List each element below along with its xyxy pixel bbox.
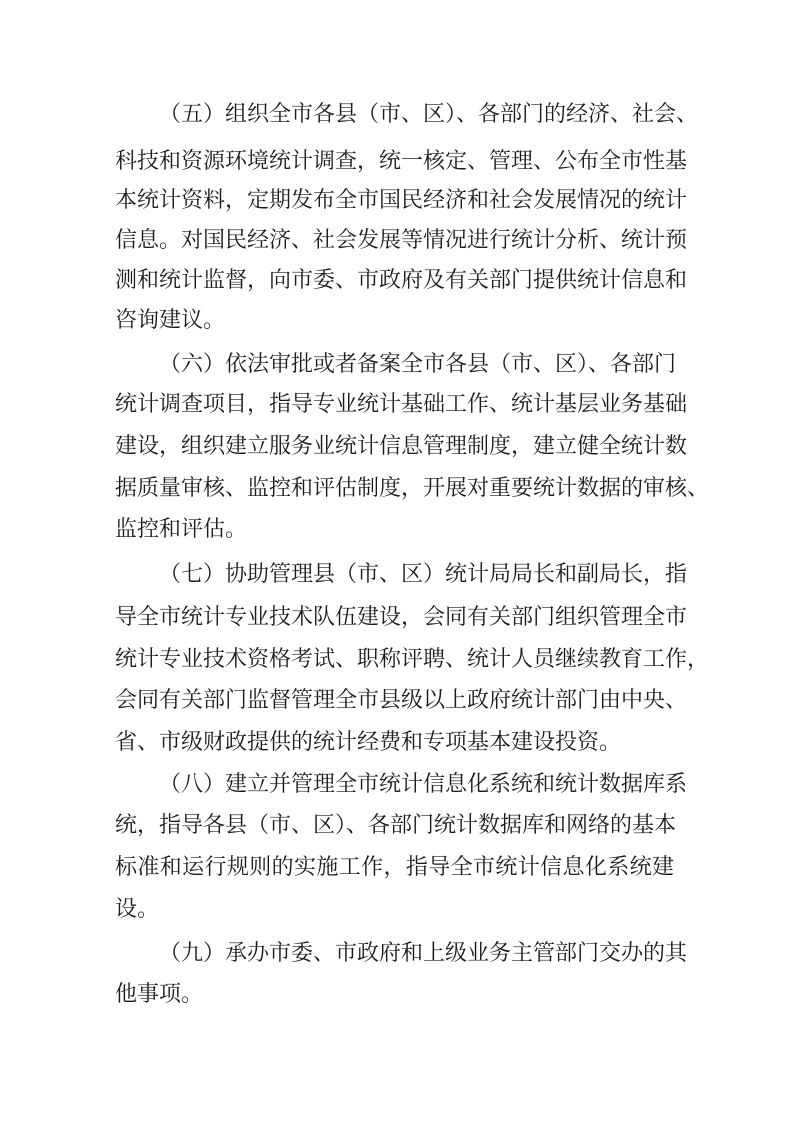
paragraph-9-line-2: 他事项。 xyxy=(115,982,204,1007)
paragraph-8-line-2: 统，指导各县（市、区）、各部门统计数据库和网络的基本 xyxy=(115,813,677,838)
paragraph-5-line-6: 咨询建议。 xyxy=(115,308,226,333)
paragraph-5-line-5: 测和统计监督，向市委、市政府及有关部门提供统计信息和 xyxy=(115,268,688,293)
paragraph-7-line-4: 会同有关部门监督管理全市县级以上政府统计部门由中央、 xyxy=(115,688,688,713)
paragraph-6-line-4: 据质量审核、监控和评估制度，开展对重要统计数据的审核、 xyxy=(115,476,710,501)
paragraph-6-line-2: 统计调查项目，指导专业统计基础工作、统计基层业务基础 xyxy=(115,392,688,417)
paragraph-5-line-2: 科技和资源环境统计调查，统一核定、管理、公布全市性基 xyxy=(115,149,688,174)
paragraph-7-line-1: （七）协助管理县（市、区）统计局局长和副局长，指 xyxy=(159,562,688,587)
paragraph-6-line-5: 监控和评估。 xyxy=(115,517,248,542)
paragraph-6-line-3: 建设，组织建立服务业统计信息管理制度，建立健全统计数 xyxy=(115,434,688,459)
paragraph-8-line-1: （八）建立并管理全市统计信息化系统和统计数据库系 xyxy=(159,772,688,797)
paragraph-9-line-1: （九）承办市委、市政府和上级业务主管部门交办的其 xyxy=(159,941,688,966)
paragraph-7-line-2: 导全市统计专业技术队伍建设，会同有关部门组织管理全市 xyxy=(115,605,688,630)
paragraph-6-line-1: （六）依法审批或者备案全市各县（市、区）、各部门 xyxy=(159,352,677,377)
paragraph-7-line-5: 省、市级财政提供的统计经费和专项基本建设投资。 xyxy=(115,730,622,755)
paragraph-5-line-1: （五）组织全市各县（市、区）、各部门的经济、社会、 xyxy=(159,102,699,127)
paragraph-5-line-3: 本统计资料，定期发布全市国民经济和社会发展情况的统计 xyxy=(115,188,688,213)
paragraph-8-line-4: 设。 xyxy=(115,897,160,922)
paragraph-7-line-3: 统计专业技术资格考试、职称评聘、统计人员继续教育工作， xyxy=(115,647,710,672)
paragraph-5-line-4: 信息。对国民经济、社会发展等情况进行统计分析、统计预 xyxy=(115,228,688,253)
paragraph-8-line-3: 标准和运行规则的实施工作，指导全市统计信息化系统建 xyxy=(115,855,674,880)
